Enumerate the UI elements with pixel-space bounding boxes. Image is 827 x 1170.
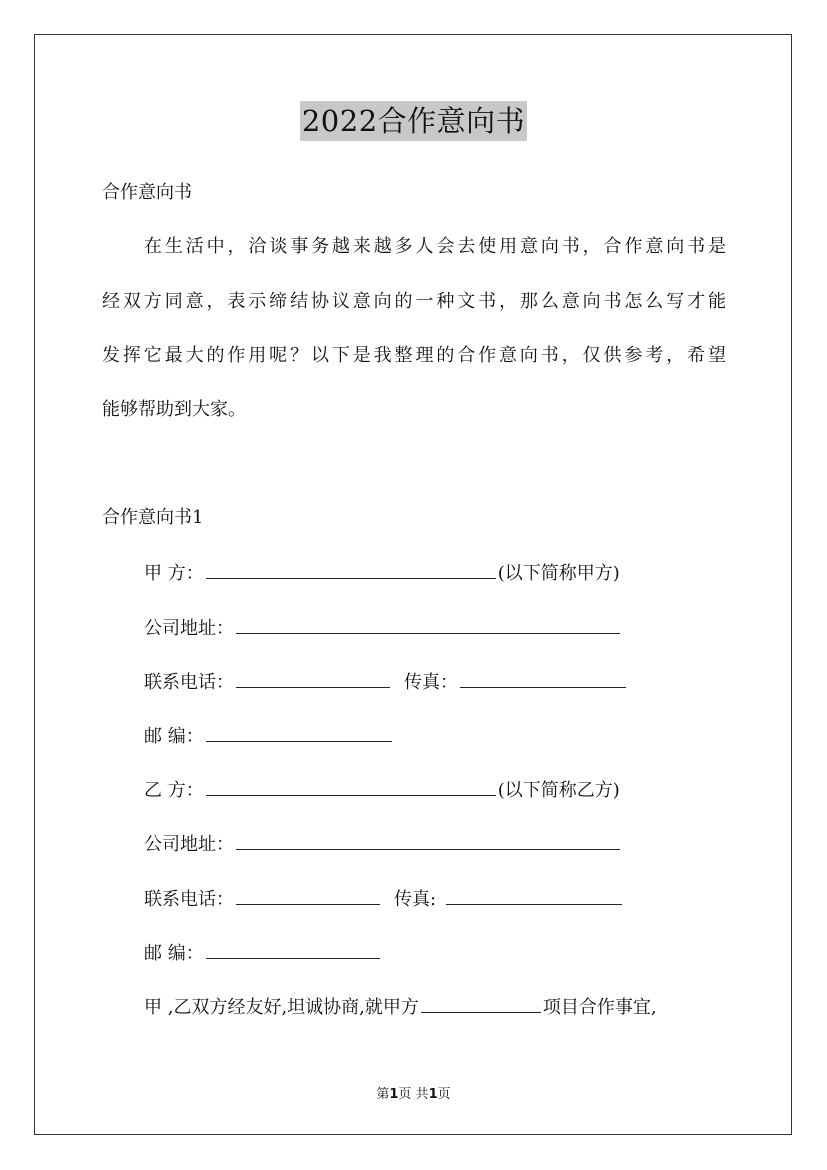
party-a-phone-label: 联系电话： xyxy=(144,672,234,693)
party-a-blank[interactable] xyxy=(206,560,496,579)
closing-suffix: 项目合作事宜, xyxy=(542,997,657,1018)
party-b-fax-label: 传真: xyxy=(394,889,437,910)
party-a-label: 甲 方： xyxy=(144,563,204,584)
party-a-zip-label: 邮 编： xyxy=(144,726,204,747)
footer-page-prefix: 第 xyxy=(376,1087,390,1102)
party-a-phone-blank[interactable] xyxy=(236,669,390,688)
party-b-zip-label: 邮 编： xyxy=(144,943,204,964)
closing-row xyxy=(144,994,657,1020)
party-b-blank[interactable] xyxy=(206,777,496,796)
party-a-row xyxy=(144,560,620,586)
party-a-fax-label: 传真： xyxy=(404,672,458,693)
intro-line-2: 经双方同意，表示缔结协议意向的一种文书，那么意向书怎么写才能 xyxy=(102,291,726,312)
party-b-note: (以下简称乙方) xyxy=(497,780,620,801)
party-b-zip-blank[interactable] xyxy=(206,940,380,959)
party-a-phone-row xyxy=(144,669,628,695)
party-a-zip-row xyxy=(144,723,394,749)
party-b-address-label: 公司地址： xyxy=(144,834,234,855)
closing-prefix: 甲 ,乙双方经友好,坦诚协商,就甲方 xyxy=(144,997,419,1018)
project-blank[interactable] xyxy=(421,994,541,1013)
party-b-fax-blank[interactable] xyxy=(446,886,622,905)
page-footer xyxy=(0,1083,827,1102)
party-b-phone-label: 联系电话： xyxy=(144,889,234,910)
party-a-address-blank[interactable] xyxy=(236,615,620,634)
footer-page-total: 1 xyxy=(428,1087,438,1102)
party-b-phone-row xyxy=(144,886,624,912)
heading: 合作意向书 xyxy=(102,182,192,203)
party-a-address-row xyxy=(144,615,622,641)
party-b-address-row xyxy=(144,831,622,857)
intro-line-3: 发挥它最大的作用呢？以下是我整理的合作意向书，仅供参考，希望 xyxy=(102,345,726,366)
party-a-zip-blank[interactable] xyxy=(206,723,392,742)
party-b-label: 乙 方： xyxy=(144,780,204,801)
document-title: 2022合作意向书 xyxy=(300,101,527,141)
intro-line-4: 能够帮助到大家。 xyxy=(102,399,246,420)
party-a-note: (以下简称甲方) xyxy=(497,563,620,584)
party-b-zip-row xyxy=(144,940,382,966)
party-b-row xyxy=(144,777,620,803)
title-container xyxy=(0,101,827,141)
footer-page-mid: 页 共 xyxy=(398,1087,429,1102)
section1-heading: 合作意向书1 xyxy=(102,507,204,528)
intro-line-1: 在生活中，洽谈事务越来越多人会去使用意向书，合作意向书是 xyxy=(144,236,726,257)
footer-page-number: 1 xyxy=(389,1087,399,1102)
footer-page-suffix: 页 xyxy=(437,1087,451,1102)
party-a-fax-blank[interactable] xyxy=(460,669,626,688)
party-b-address-blank[interactable] xyxy=(236,831,620,850)
party-a-address-label: 公司地址： xyxy=(144,618,234,639)
party-b-phone-blank[interactable] xyxy=(236,886,380,905)
